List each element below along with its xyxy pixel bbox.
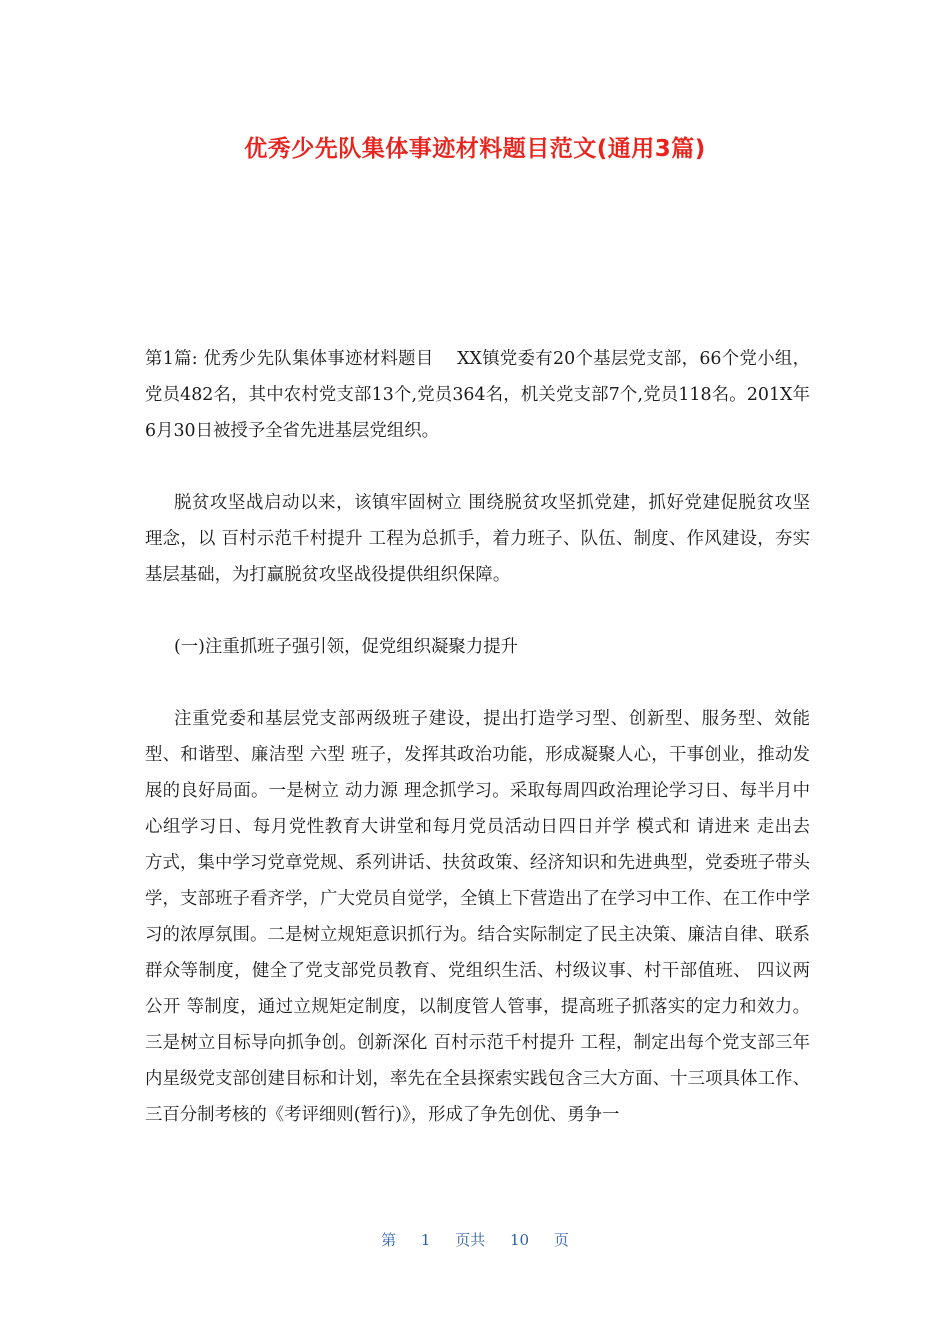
footer-di: 第 <box>381 1231 397 1249</box>
document-title: 优秀少先队集体事迹材料题目范文(通用3篇) <box>244 136 706 162</box>
footer-ye: 页 <box>553 1231 569 1249</box>
document-body <box>145 341 810 1133</box>
paragraph-intro: 第1篇: 优秀少先队集体事迹材料题目 XX镇党委有20个基层党支部，66个党小组，党员482名，其中农村党支部13个,党员364名，机关党支部7个,党员118名。201X年6月30日被授予全省先进基层党组织。 <box>145 349 810 441</box>
footer-ye-gong: 页共 <box>455 1231 486 1249</box>
page-footer <box>0 1229 950 1250</box>
paragraph-details: 注重党委和基层党支部两级班子建设，提出打造学习型、创新型、服务型、效能型、和谐型、廉洁型 六型 班子，发挥其政治功能，形成凝聚人心，干事创业，推动发展的良好局面。一是树立 动力源 理念抓学习。采取每周四政治理论学习日、每半月中心组学习日、每月党性教育大讲堂和每月党员活动日四日并学 模式和 请进来 走出去 方式，集中学习党章党规、系列讲话、扶贫政策、经济知识和先进典型，党委班子带头学，支部班子看齐学，广大党员自觉学，全镇上下营造出了在学习中工作、在工作中学习的浓厚氛围。二是树立规矩意识抓行为。结合实际制定了民主决策、廉洁自律、联系群众等制度，健全了党支部党员教育、党组织生活、村级议事、村干部值班、 四议两公开 等制度，通过立规矩定制度，以制度管人管事，提高班子抓落实的定力和效力。三是树立目标导向抓争创。创新深化 百村示范千村提升 工程，制定出每个党支部三年内星级党支部创建目标和计划，率先在全县探索实践包含三大方面、十三项具体工作、三百分制考核的《考评细则(暂行)》，形成了争先创优、勇争一 <box>145 709 810 1125</box>
footer-page-number: 1 <box>420 1231 431 1249</box>
section-heading: (一)注重抓班子强引领，促党组织凝聚力提升 <box>174 637 518 657</box>
paragraph-overview: 脱贫攻坚战启动以来，该镇牢固树立 围绕脱贫攻坚抓党建，抓好党建促脱贫攻坚 理念，以 百村示范千村提升 工程为总抓手，着力班子、队伍、制度、作风建设，夯实基层基础，为打赢脱贫攻坚战役提供组织保障。 <box>145 493 810 585</box>
footer-total-pages: 10 <box>510 1231 530 1249</box>
